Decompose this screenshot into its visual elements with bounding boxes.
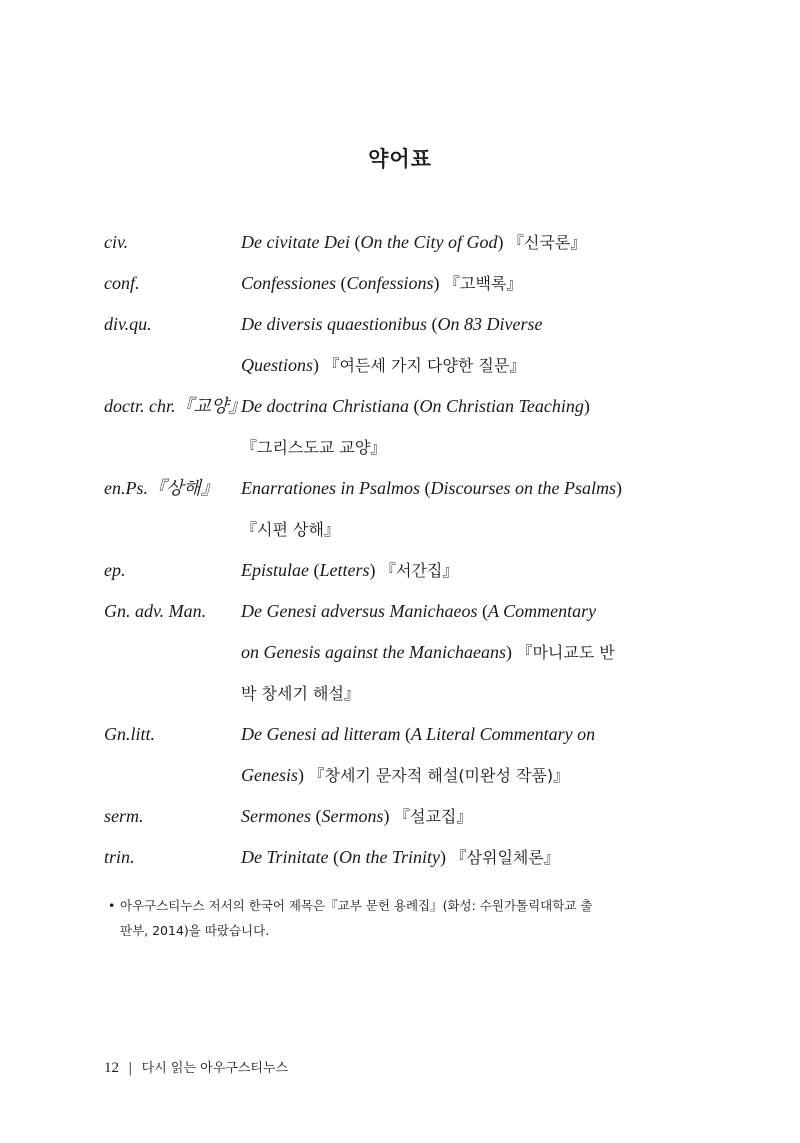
abbreviation: serm. bbox=[104, 806, 144, 826]
korean-title: 『삼위일체론』 bbox=[450, 848, 560, 867]
latin-title: Enarrationes in Psalmos bbox=[241, 478, 421, 498]
latin-title: Sermons bbox=[321, 806, 384, 826]
latin-title: Confessions bbox=[346, 273, 434, 293]
latin-title: On 83 Diverse bbox=[437, 314, 543, 334]
punctuation: ( bbox=[349, 232, 361, 252]
korean-title: 『서간집』 bbox=[380, 561, 459, 580]
abbreviation: en.Ps.『상해』 bbox=[104, 478, 219, 498]
punctuation: ) bbox=[497, 232, 508, 252]
abbreviation-entry bbox=[104, 550, 664, 591]
korean-title: 『시편 상해』 bbox=[241, 520, 340, 539]
punctuation: ( bbox=[427, 314, 438, 334]
description-line bbox=[241, 632, 664, 673]
abbreviation-description bbox=[241, 591, 664, 714]
abbreviation-entry bbox=[104, 304, 664, 386]
description-line bbox=[241, 263, 664, 304]
description-line bbox=[241, 468, 664, 509]
punctuation: ) bbox=[505, 642, 517, 662]
description-line bbox=[241, 550, 664, 591]
description-line bbox=[241, 796, 664, 837]
latin-title: Epistulae bbox=[241, 560, 309, 580]
abbreviation: doctr. chr.『교양』 bbox=[104, 396, 247, 416]
punctuation: ( bbox=[400, 724, 411, 744]
latin-title: Sermones bbox=[241, 806, 311, 826]
latin-title: De doctrina Christiana bbox=[241, 396, 410, 416]
punctuation: ) bbox=[616, 478, 623, 498]
abbreviation: conf. bbox=[104, 273, 140, 293]
korean-title: 박 창세기 해설』 bbox=[241, 684, 360, 703]
abbreviation-description bbox=[241, 796, 664, 837]
abbreviation-entry bbox=[104, 263, 664, 304]
abbreviation: Gn.litt. bbox=[104, 724, 156, 744]
punctuation: ) bbox=[298, 765, 309, 785]
running-title: 다시 읽는 아우구스티누스 bbox=[141, 1061, 289, 1076]
punctuation: ( bbox=[477, 601, 488, 621]
punctuation: ( bbox=[336, 273, 347, 293]
punctuation: ( bbox=[409, 396, 420, 416]
abbreviation-description bbox=[241, 714, 664, 796]
abbreviation: Gn. adv. Man. bbox=[104, 601, 207, 621]
punctuation: ) bbox=[440, 847, 451, 867]
korean-title: 『마니교도 반 bbox=[516, 643, 615, 662]
abbreviation-description bbox=[241, 837, 664, 878]
description-line bbox=[241, 837, 664, 878]
abbreviation-description bbox=[241, 468, 664, 550]
latin-title: Genesis bbox=[241, 765, 298, 785]
abbreviation-description bbox=[241, 263, 664, 304]
latin-title: A Literal Commentary on bbox=[410, 724, 596, 744]
latin-title: Letters bbox=[319, 560, 370, 580]
abbreviation: div.qu. bbox=[104, 314, 152, 334]
page-title: 약어표 bbox=[368, 147, 432, 171]
abbreviation-entry bbox=[104, 714, 664, 796]
footnote-line bbox=[108, 918, 668, 943]
punctuation: ) bbox=[433, 273, 445, 293]
korean-title: 『창세기 문자적 해설(미완성 작품)』 bbox=[308, 766, 570, 785]
latin-title: Questions bbox=[241, 355, 313, 375]
description-line bbox=[241, 345, 664, 386]
latin-title: De Trinitate bbox=[241, 847, 329, 867]
bullet-icon: • bbox=[108, 898, 116, 913]
abbreviation-entry bbox=[104, 468, 664, 550]
abbreviation-entry bbox=[104, 837, 664, 878]
latin-title: Confessiones bbox=[241, 273, 337, 293]
punctuation: ( bbox=[328, 847, 340, 867]
abbreviation-description bbox=[241, 222, 664, 263]
abbreviation: civ. bbox=[104, 232, 129, 252]
abbreviation: ep. bbox=[104, 560, 126, 580]
punctuation: ( bbox=[309, 560, 320, 580]
description-line bbox=[241, 755, 664, 796]
latin-title: On the Trinity bbox=[339, 847, 441, 867]
footnote-text: 판부, 2014)을 따랐습니다. bbox=[120, 923, 270, 938]
description-line bbox=[241, 222, 664, 263]
description-line bbox=[241, 304, 664, 345]
latin-title: De Genesi ad litteram bbox=[241, 724, 401, 744]
korean-title: 『그리스도교 교양』 bbox=[241, 438, 387, 457]
abbreviation-list bbox=[104, 222, 664, 878]
description-line bbox=[241, 509, 664, 550]
latin-title: De civitate Dei bbox=[241, 232, 350, 252]
punctuation: ) bbox=[583, 396, 590, 416]
abbreviation: trin. bbox=[104, 847, 135, 867]
page-footer bbox=[104, 1057, 288, 1077]
punctuation: ) bbox=[313, 355, 324, 375]
punctuation: ) bbox=[383, 806, 394, 826]
description-line bbox=[241, 714, 664, 755]
description-line bbox=[241, 386, 664, 427]
page-number: 12 bbox=[104, 1060, 119, 1076]
abbreviation-description bbox=[241, 550, 664, 591]
footer-separator: | bbox=[128, 1061, 133, 1076]
korean-title: 『설교집』 bbox=[394, 807, 473, 826]
latin-title: On the City of God bbox=[360, 232, 498, 252]
abbreviation-description bbox=[241, 386, 664, 468]
abbreviation-entry bbox=[104, 222, 664, 263]
korean-title: 『여든세 가지 다양한 질문』 bbox=[323, 356, 526, 375]
korean-title: 『신국론』 bbox=[507, 233, 587, 252]
latin-title: Discourses on the Psalms bbox=[430, 478, 617, 498]
footnote bbox=[108, 893, 668, 943]
footnote-line bbox=[108, 893, 668, 918]
abbreviation-description bbox=[241, 304, 664, 386]
abbreviation-entry bbox=[104, 796, 664, 837]
punctuation: ) bbox=[369, 560, 381, 580]
latin-title: De Genesi adversus Manichaeos bbox=[241, 601, 478, 621]
footnote-text: 아우구스티누스 저서의 한국어 제목은『교부 문헌 용례집』(화성: 수원가톨릭대학교 출 bbox=[120, 898, 593, 913]
latin-title: on Genesis against the Manichaeans bbox=[241, 642, 506, 662]
punctuation: ( bbox=[311, 806, 322, 826]
description-line bbox=[241, 591, 664, 632]
abbreviation-entry bbox=[104, 386, 664, 468]
abbreviation-entry bbox=[104, 591, 664, 714]
latin-title: A Commentary bbox=[487, 601, 597, 621]
description-line bbox=[241, 427, 664, 468]
punctuation: ( bbox=[420, 478, 431, 498]
latin-title: De diversis quaestionibus bbox=[241, 314, 427, 334]
latin-title: On Christian Teaching bbox=[419, 396, 584, 416]
korean-title: 『고백록』 bbox=[444, 274, 523, 293]
description-line bbox=[241, 673, 664, 714]
